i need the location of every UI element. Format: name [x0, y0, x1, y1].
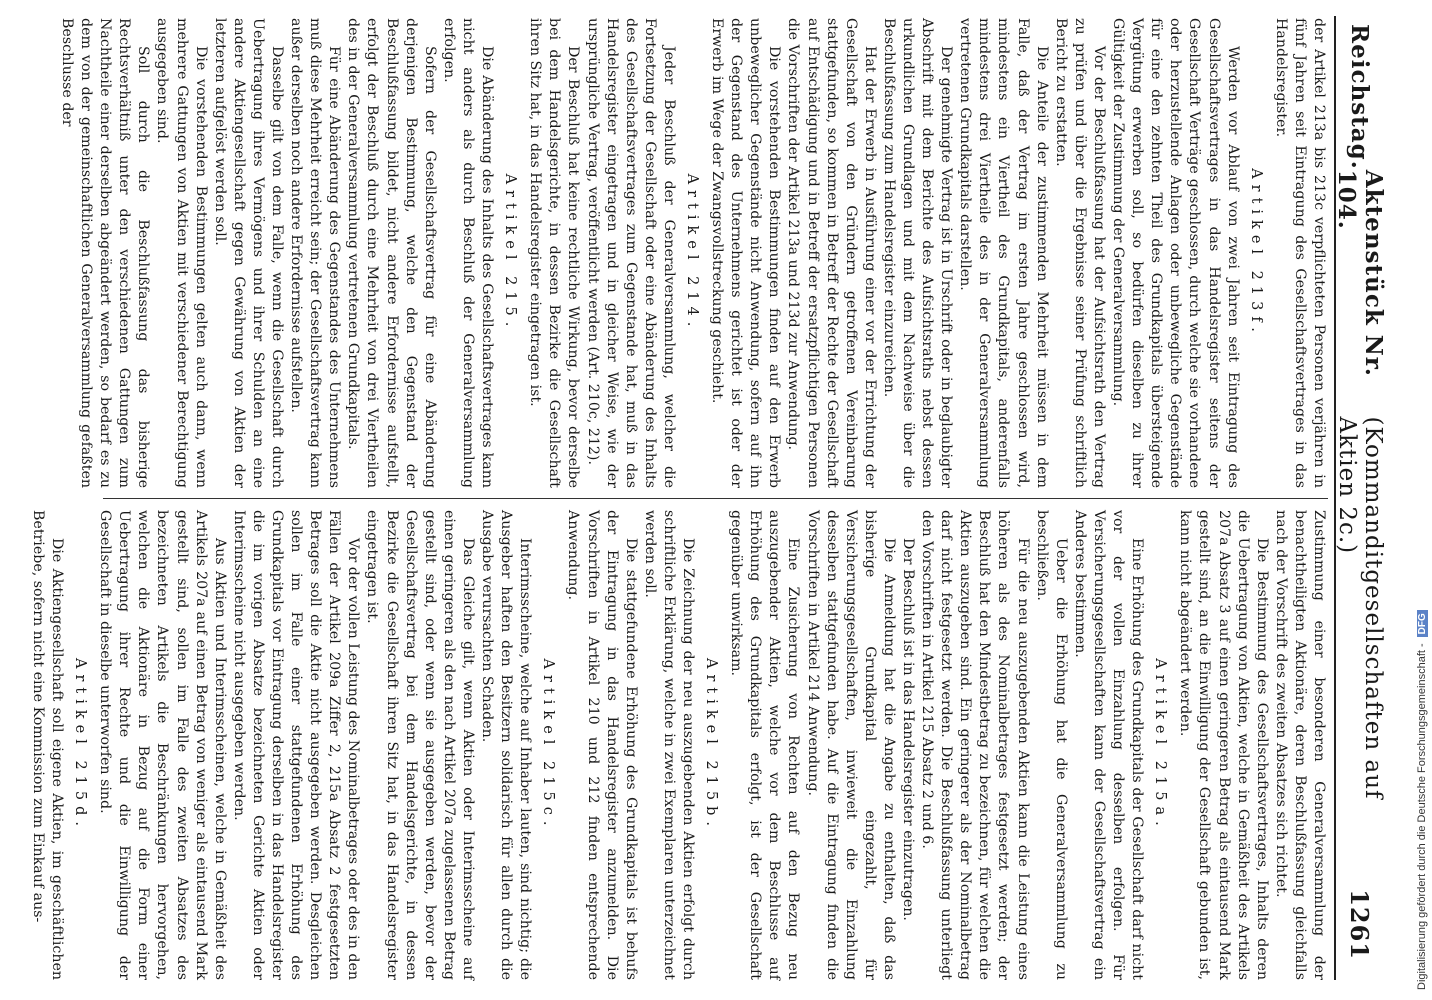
paragraph: Aus Aktien und Interimsscheinen, welche in Gemäßheit des Artikels 207a auf einen Betrag von weniger als eintausend Mark gestellt sind, sollen im Falle des zweiten Absatzes des bezeichneten Artikels die Beschränkungen hervorgehen, welchen die Aktionäre in Bezug auf die Form einer Uebertragung ihrer Rechte und die Einwilligung der Gesellschaft in dieselbe unterworfen sind. — [97, 510, 228, 980]
paragraph: Für die neu auszugebenden Aktien kann die Leistung eines höheren als des Nominalbetrages festgesetzt werden; der Beschluß hat den Mindestbetrag zu bezeichnen, für welchen die Aktien auszugeben sind. Ein geringerer als der Nominalbetrag darf nicht festgesetzt werden. Die Beschlußfassung unterliegt den Vorschriften in Artikel 215 Absatz 2 und 6. — [919, 510, 1031, 980]
paragraph: Die Aktiengesellschaft soll eigene Aktien, im geschäftlichen Betriebe, sofern nicht eine Kommission zum Einkauf aus- — [29, 510, 65, 980]
article-heading: Artikel 213f. — [1247, 168, 1264, 338]
paragraph: Der Beschluß hat keine rechtliche Wirkung, bevor derselbe bei dem Handelsgerichte, in dessen Bezirke die Gesellschaft ihren Sitz hat, in das Handelsregister eingetragen ist. — [527, 18, 582, 488]
paragraph: der Artikel 213a bis 213c verpflichteten Personen verjähren in fünf Jahren seit Eintragung des Gesellschaftsvertrages in das Handelsregister. — [1272, 18, 1327, 488]
header-right: (Kommanditgesellschaften auf Aktien 2c.) — [1334, 416, 1386, 800]
paragraph: Eine Zusicherung von Rechten auf den Bezug neu auszugebender Aktien, welche vor dem Beschlusse auf Erhöhung des Grundkapitals erfolgt, ist der Gesellschaft gegenüber unwirksam. — [728, 510, 802, 980]
paragraph: Soll durch die Beschlußfassung das bisherige Rechtsverhältniß unter den verschiedenen Gattungen zum Nachtheile einer derselben abgeändert werden, so bedarf es zu dem von der gemeinschaftlichen Generalversammlung gefaßten Beschlusse der — [59, 18, 152, 488]
article-heading: Artikel 215a. — [1152, 658, 1169, 832]
left-column — [59, 18, 1328, 488]
article-heading: Artikel 215b. — [703, 657, 720, 833]
paragraph: Die stattgefundene Erhöhung des Grundkapitals ist behufs der Eintragung in das Handelsregister anzumelden. Die Vorschriften in Artikel 210 und 212 finden entsprechende Anwendung. — [565, 510, 639, 980]
paragraph: Die Zeichnung der neu auszugebenden Aktien erfolgt durch schriftliche Erklärung, welche in zwei Exemplaren unterzeichnet werden soll. — [641, 510, 696, 980]
column-divider — [103, 498, 1328, 499]
credit-text: Digitalisierung gefördert durch die Deutsche Forschungsgemeinschaft - — [1416, 643, 1428, 990]
article-heading: Artikel 215. — [502, 173, 519, 333]
paragraph: Interimsscheine, welche auf Inhaber lauten, sind nichtig; die Ausgeber haften den Besitzern solidarisch für allen durch die Ausgabe verursachten Schaden. — [479, 510, 534, 980]
paragraph: Werden vor Ablauf von zwei Jahren seit Eintragung des Gesellschaftsvertrages in das Handelsregister seitens der Gesellschaft Verträge geschlossen, durch welche sie vorhandene oder herzustellende Anlagen oder unbewegliche Gegenstände für eine den zehnten Theil des Grundkapitals übersteigende Vergütung erwerben soll, so bedürfen dieselben zu ihrer Gültigkeit der Zustimmung der Generalversammlung. — [1110, 18, 1241, 488]
paragraph: Der genehmigte Vertrag ist in Urschrift oder in beglaubigter Abschrift mit dem Berichte des Aufsichtsraths nebst dessen urkundlichen Grundlagen und mit dem Nachweise über die Beschlußfassung zum Handelsregister einzureichen. — [880, 18, 955, 488]
page-number: 1261 — [1345, 889, 1375, 960]
paragraph: Eine Erhöhung des Grundkapitals der Gesellschaft darf nicht vor der vollen Einzahlung desselben erfolgen. Für Versicherungsgesellschaften kann der Gesellschaftsvertrag ein Anderes bestimmen. — [1071, 510, 1146, 980]
page-header — [1333, 24, 1387, 960]
paragraph: Die Anteile der zustimmenden Mehrheit müssen in dem Falle, daß der Vertrag im ersten Jahre geschlossen wird, mindestens ein Viertheil des Grundkapitals, anderenfalls mindestens drei Viertheile des in der Generalversammlung vertretenen Grundkapitals darstellen. — [957, 18, 1050, 488]
paragraph: Ueber die Erhöhung hat die Generalversammlung zu beschließen. — [1033, 510, 1069, 980]
header-left: Reichstag. — [1346, 24, 1374, 170]
paragraph: Hat der Erwerb in Ausführung einer vor der Errichtung der Gesellschaft von den Gründern getroffenen Vereinbarung stattgefunden, so kommen in Betreff der Rechte der Gesellschaft auf Entschädigung und in Betreff der ersatzpflichtigen Personen die Vorschriften der Artikel 213a und 213d zur Anwendung. — [785, 18, 878, 488]
paragraph: Die vorstehenden Bestimmungen gelten auch dann, wenn mehrere Gattungen von Aktien mit verschiedener Berechtigung ausgegeben sind. — [154, 18, 209, 488]
dfg-logo: DFG — [1417, 610, 1428, 637]
header-title: Aktenstück Nr. 104. — [1333, 169, 1387, 377]
paragraph: Für eine Abänderung des Gegenstandes des Unternehmens muß diese Mehrheit erreicht sein; der Gesellschaftsvertrag kann außer derselben noch andere Erfordernisse aufstellen. — [288, 18, 343, 488]
paragraph: Die vorstehenden Bestimmungen finden auf den Erwerb unbeweglicher Gegenstände nicht Anwendung, sofern auf ihn der Gegenstand des Unternehmens gerichtet ist oder der Erwerb im Wege der Zwangsvollstreckung geschieht. — [709, 18, 783, 488]
paragraph: Die Bestimmung des Gesellschaftsvertrages, Inhalts deren die Uebertragung von Aktien, welche in Gemäßheit des Artikels 207a Absatz 3 auf einen geringeren Betrag als eintausend Mark gestellt sind, an die Einwilligung der Gesellschaft gebunden ist, kann nicht abgeändert werden. — [1177, 510, 1270, 980]
header-rule — [1334, 16, 1336, 980]
digitization-credit — [1414, 0, 1432, 1000]
paragraph: Zustimmung einer besonderen Generalversammlung der benachtheiligten Aktionäre, deren Beschlußfassung gleichfalls nach der Vorschrift des zweiten Absatzes sich richtet. — [1272, 510, 1327, 980]
paragraph: Der Beschluß ist in das Handelsregister einzutragen. — [900, 538, 917, 921]
paragraph: Vor der Beschlußfassung hat der Aufsichtsrath den Vertrag zu prüfen und über die Ergebnisse seiner Prüfung schriftlich Bericht zu erstatten. — [1052, 18, 1107, 488]
right-column — [29, 510, 1328, 980]
paragraph: Sofern der Gesellschaftsvertrag für eine Abänderung derjenigen Bestimmung, welche den Gegenstand der Beschlußfassung bildet, nicht andere Erfordernisse aufstellt, erfolgt der Beschluß durch eine Mehrheit von drei Viertheilen des in der Generalversammlung vertretenen Grundkapitals. — [345, 18, 438, 488]
article-heading: Artikel 214. — [684, 173, 700, 333]
paragraph: Vor der vollen Leistung des Nominalbetrages oder des in den Fällen der Artikel 209a Ziffer 2, 215a Absatz 2 festgesetzten Betrages soll die Aktie nicht ausgegeben werden. Desgleichen sollen im Falle einer stattgefundenen Erhöhung des Grundkapitals vor Eintragung derselben in das Handelsregister die im vorigen Absatze bezeichneten Gerichte Aktien oder Interimsscheine nicht ausgegeben werden. — [230, 510, 362, 980]
paragraph: Dasselbe gilt von dem Falle, wenn die Gesellschaft durch Uebertragung ihres Vermögens und ihrer Schulden an eine andere Aktiengesellschaft gegen Gewährung von Aktien der letzteren aufgelöst werden soll. — [211, 18, 286, 488]
article-heading: Artikel 215d. — [72, 657, 89, 833]
paragraph: Das Gleiche gilt, wenn Aktien oder Interimsscheine auf einen geringeren als den nach Artikel 207a zugelassenen Betrag gestellt sind, oder wenn sie ausgegeben werden, bevor der Gesellschaftsvertrag bei dem Handelsgerichte, in dessen Bezirke die Gesellschaft ihren Sitz hat, in das Handelsregister eingetragen ist. — [364, 510, 476, 980]
paragraph: Jeder Beschluß der Generalversammlung, welcher die Fortsetzung der Gesellschaft oder eine Abänderung des Inhalts des Gesellschaftsvertrages zum Gegenstande hat, muß in das Handelsregister eingetragen und in gleicher Weise, wie der ursprüngliche Vertrag, veröffentlicht werden (Art. 210c, 212). — [584, 18, 677, 488]
paragraph: Die Abänderung des Inhalts des Gesellschaftsvertrages kann nicht anders als durch Beschluß der Generalversammlung erfolgen. — [440, 18, 496, 488]
credit-text-wrap — [1416, 610, 1428, 990]
article-heading: Artikel 215c. — [540, 658, 557, 832]
paragraph: Die Anmeldung hat die Angabe zu enthalten, daß das bisherige Grundkapital eingezahlt, für Versicherungsgesellschaften, inwieweit die Einzahlung desselben stattgefunden habe. Auf die Eintragung finden die Vorschriften in Artikel 214 Anwendung. — [804, 510, 897, 980]
